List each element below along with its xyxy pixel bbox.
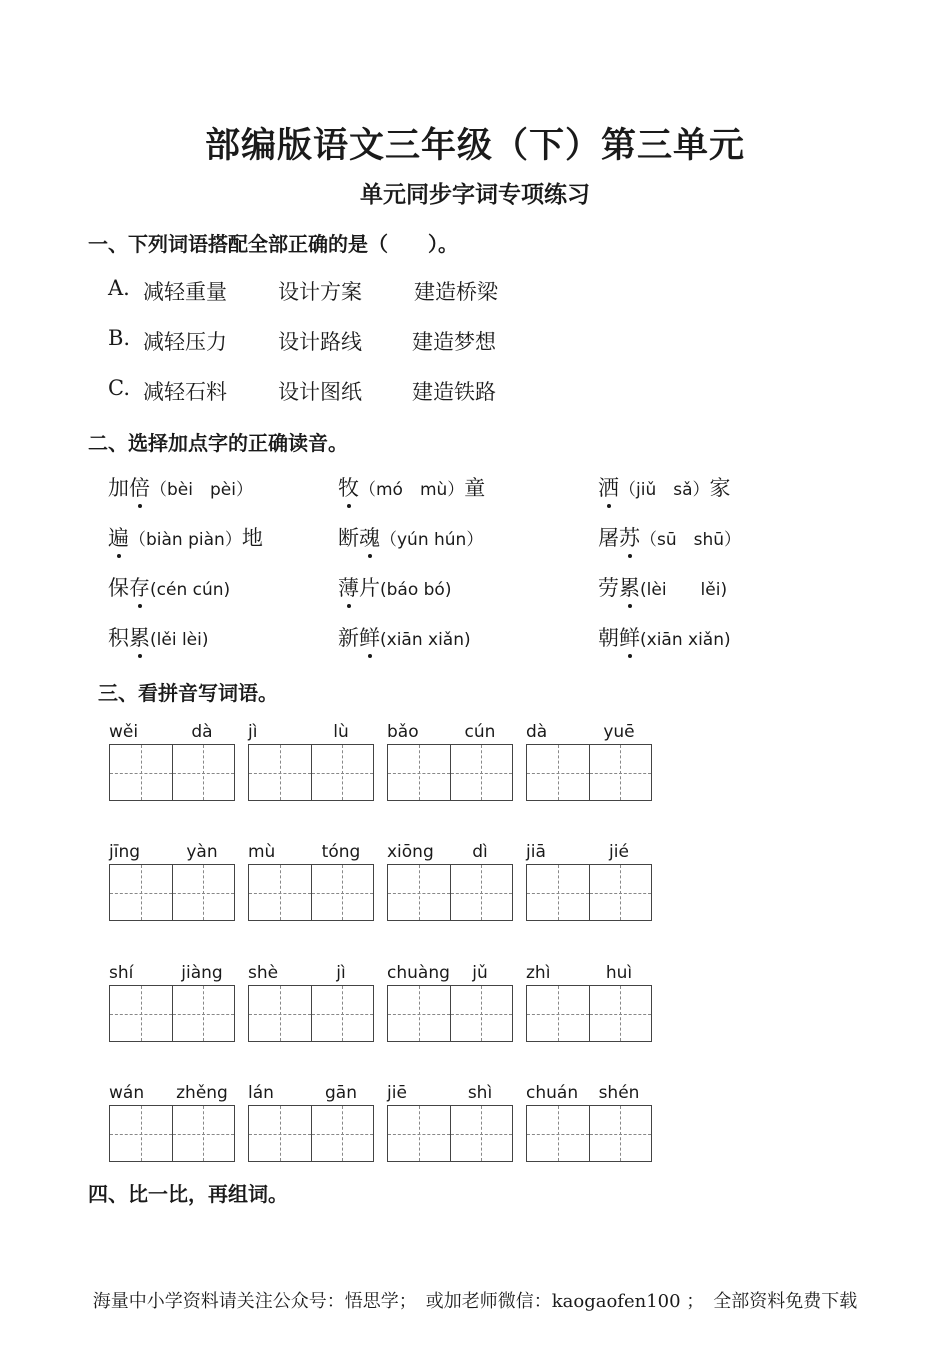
tian-grid-cell[interactable]: [589, 986, 652, 1041]
dotted-char: 遍: [108, 522, 129, 552]
tian-grid-cell[interactable]: [110, 865, 172, 920]
reading-char: 屠: [598, 526, 619, 550]
dotted-char: 累: [129, 622, 150, 652]
reading-item: [108, 572, 230, 602]
reading-char: 新: [338, 626, 359, 650]
tian-grid-cell[interactable]: [249, 745, 311, 800]
dotted-char: 魂: [359, 522, 380, 552]
syllable: shè: [248, 963, 279, 983]
word-pinyin: [387, 842, 513, 864]
option-phrase: 建造桥梁: [414, 280, 498, 304]
syllable: dà: [526, 722, 548, 742]
dotted-char: 鲜: [359, 622, 380, 652]
writing-grid[interactable]: [248, 744, 374, 801]
word-pinyin: [387, 1083, 513, 1105]
reading-item: [108, 622, 208, 652]
reading-char: 家: [709, 476, 731, 500]
pinyin-options: （sū shū）: [640, 530, 742, 550]
writing-grid[interactable]: [526, 864, 652, 921]
reading-char: 保: [108, 576, 129, 600]
tian-grid-cell[interactable]: [589, 1106, 652, 1161]
pinyin-options: （yún hún）: [380, 530, 484, 550]
syllable: jì: [248, 722, 258, 742]
syllable: cún: [464, 722, 496, 742]
syllable: chuán: [526, 1083, 579, 1103]
writing-grid[interactable]: [526, 985, 652, 1042]
pinyin-word-box: [526, 1083, 652, 1161]
pinyin-word-box: [109, 722, 235, 800]
option-phrase: 减轻石料: [143, 380, 227, 404]
tian-grid-cell[interactable]: [527, 986, 589, 1041]
pinyin-word-box: [248, 963, 374, 1041]
pinyin-options: （jiǔ sǎ）: [619, 480, 710, 500]
pinyin-options: (xiān xiǎn): [380, 630, 471, 650]
syllable: jǔ: [472, 963, 488, 983]
writing-grid[interactable]: [109, 1105, 235, 1162]
section2-title: 二、选择加点字的正确读音。: [88, 431, 348, 455]
writing-grid[interactable]: [387, 1105, 513, 1162]
syllable: jì: [336, 963, 346, 983]
dotted-char: 累: [619, 572, 640, 602]
word-pinyin: [248, 1083, 374, 1105]
word-pinyin: [248, 842, 374, 864]
reading-char: 加: [108, 476, 129, 500]
reading-item: [338, 572, 451, 602]
pinyin-word-box: [387, 963, 513, 1041]
section3-title: 三、看拼音写词语。: [98, 681, 278, 705]
option-phrase: 减轻重量: [143, 280, 227, 304]
option-phrase: 建造铁路: [412, 380, 496, 404]
word-pinyin: [109, 1083, 235, 1105]
syllable: xiōng: [387, 842, 434, 862]
reading-item: [338, 472, 485, 502]
tian-grid-cell[interactable]: [249, 865, 311, 920]
tian-grid-cell[interactable]: [450, 745, 513, 800]
pinyin-word-box: [109, 963, 235, 1041]
syllable: chuàng: [387, 963, 450, 983]
tian-grid-cell[interactable]: [311, 865, 374, 920]
tian-grid-cell[interactable]: [249, 986, 311, 1041]
syllable: zhěng: [176, 1083, 228, 1103]
writing-grid[interactable]: [248, 1105, 374, 1162]
word-pinyin: [109, 842, 235, 864]
pinyin-word-box: [109, 1083, 235, 1161]
syllable: lù: [333, 722, 349, 742]
pinyin-options: （biàn piàn）: [129, 530, 242, 550]
tian-grid-cell[interactable]: [172, 865, 235, 920]
reading-item: [338, 622, 471, 652]
word-pinyin: [526, 1083, 652, 1105]
pinyin-options: （mó mù）: [359, 480, 465, 500]
syllable: bǎo: [387, 722, 419, 742]
reading-item: [108, 522, 263, 552]
tian-grid-cell[interactable]: [450, 986, 513, 1041]
pinyin-options: (báo bó): [380, 580, 452, 600]
option-phrase: 设计路线: [278, 330, 362, 354]
tian-grid-cell[interactable]: [527, 1106, 589, 1161]
page-subtitle: 单元同步字词专项练习: [360, 181, 590, 208]
syllable: shì: [467, 1083, 493, 1103]
pinyin-options: (lèi lěi): [640, 580, 728, 600]
pinyin-word-box: [526, 842, 652, 920]
tian-grid-cell[interactable]: [311, 986, 374, 1041]
syllable: yuē: [603, 722, 635, 742]
word-pinyin: [109, 722, 235, 744]
word-pinyin: [248, 722, 374, 744]
syllable: shí: [109, 963, 134, 983]
dotted-char: 薄: [338, 572, 359, 602]
writing-grid[interactable]: [387, 985, 513, 1042]
syllable: lán: [248, 1083, 274, 1103]
word-pinyin: [109, 963, 235, 985]
pinyin-options: （bèi pèi）: [150, 480, 253, 500]
option-letter: A.: [108, 276, 130, 300]
reading-char: 地: [241, 526, 263, 550]
syllable: jiē: [387, 1083, 407, 1103]
syllable: wěi: [109, 722, 139, 742]
option-letter: B.: [108, 326, 131, 350]
tian-grid-cell[interactable]: [311, 745, 374, 800]
writing-grid[interactable]: [387, 864, 513, 921]
reading-item: [598, 572, 727, 602]
pinyin-word-box: [387, 1083, 513, 1161]
tian-grid-cell[interactable]: [388, 865, 450, 920]
pinyin-word-box: [526, 722, 652, 800]
syllable: yàn: [186, 842, 218, 862]
word-pinyin: [526, 842, 652, 864]
writing-grid[interactable]: [526, 744, 652, 801]
tian-grid-cell[interactable]: [527, 745, 589, 800]
pinyin-word-box: [387, 842, 513, 920]
tian-grid-cell[interactable]: [388, 1106, 450, 1161]
pinyin-word-box: [109, 842, 235, 920]
word-pinyin: [387, 963, 513, 985]
reading-char: 积: [108, 626, 129, 650]
syllable: dà: [191, 722, 213, 742]
writing-grid[interactable]: [387, 744, 513, 801]
option-letter: C.: [108, 376, 130, 400]
tian-grid-cell[interactable]: [589, 745, 652, 800]
reading-item: [108, 472, 253, 502]
syllable: mù: [248, 842, 276, 862]
dotted-char: 鲜: [619, 622, 640, 652]
syllable: wán: [109, 1083, 145, 1103]
section4-title: 四、比一比，再组词。: [88, 1182, 288, 1206]
reading-char: 片: [359, 576, 380, 600]
pinyin-options: (cén cún): [150, 580, 231, 600]
writing-grid[interactable]: [109, 864, 235, 921]
reading-item: [598, 522, 741, 552]
footer-notice: 海量中小学资料请关注公众号：悟思学； 或加老师微信：kaogaofen100 ； 全部资料免费下载: [92, 1291, 858, 1312]
tian-grid-cell[interactable]: [388, 745, 450, 800]
tian-grid-cell[interactable]: [388, 986, 450, 1041]
word-pinyin: [387, 722, 513, 744]
writing-grid[interactable]: [109, 985, 235, 1042]
tian-grid-cell[interactable]: [249, 1106, 311, 1161]
tian-grid-cell[interactable]: [172, 1106, 235, 1161]
tian-grid-cell[interactable]: [172, 986, 235, 1041]
writing-grid[interactable]: [248, 985, 374, 1042]
option-phrase: 设计方案: [278, 280, 362, 304]
word-pinyin: [248, 963, 374, 985]
pinyin-word-box: [387, 722, 513, 800]
tian-grid-cell[interactable]: [311, 1106, 374, 1161]
writing-grid[interactable]: [109, 744, 235, 801]
dotted-char: 倍: [129, 472, 150, 502]
tian-grid-cell[interactable]: [172, 745, 235, 800]
option-phrase: 减轻压力: [143, 330, 227, 354]
syllable: tóng: [321, 842, 361, 862]
syllable: dì: [472, 842, 488, 862]
reading-char: 童: [464, 476, 486, 500]
writing-grid[interactable]: [526, 1105, 652, 1162]
writing-grid[interactable]: [248, 864, 374, 921]
syllable: jié: [609, 842, 629, 862]
reading-char: 断: [338, 526, 359, 550]
syllable: jiā: [526, 842, 546, 862]
reading-item: [338, 522, 483, 552]
pinyin-word-box: [248, 722, 374, 800]
syllable: gān: [325, 1083, 357, 1103]
pinyin-word-box: [526, 963, 652, 1041]
dotted-char: 牧: [338, 472, 359, 502]
tian-grid-cell[interactable]: [450, 1106, 513, 1161]
reading-char: 劳: [598, 576, 619, 600]
option-phrase: 设计图纸: [278, 380, 362, 404]
reading-char: 朝: [598, 626, 619, 650]
pinyin-word-box: [248, 1083, 374, 1161]
pinyin-options: (lěi lèi): [150, 630, 209, 650]
word-pinyin: [526, 963, 652, 985]
syllable: jīng: [109, 842, 141, 862]
syllable: huì: [605, 963, 633, 983]
reading-item: [598, 622, 731, 652]
reading-item: [598, 472, 731, 502]
tian-grid-cell[interactable]: [110, 745, 172, 800]
section1-title: 一、下列词语搭配全部正确的是（ ）。: [88, 232, 458, 256]
word-pinyin: [526, 722, 652, 744]
dotted-char: 洒: [598, 472, 619, 502]
pinyin-word-box: [248, 842, 374, 920]
tian-grid-cell[interactable]: [527, 865, 589, 920]
option-phrase: 建造梦想: [412, 330, 496, 354]
pinyin-options: (xiān xiǎn): [640, 630, 731, 650]
page-title: 部编版语文三年级（下）第三单元: [204, 125, 745, 166]
tian-grid-cell[interactable]: [110, 1106, 172, 1161]
tian-grid-cell[interactable]: [110, 986, 172, 1041]
dotted-char: 存: [129, 572, 150, 602]
dotted-char: 苏: [619, 522, 640, 552]
syllable: shén: [598, 1083, 640, 1103]
syllable: jiàng: [181, 963, 223, 983]
syllable: zhì: [526, 963, 551, 983]
tian-grid-cell[interactable]: [450, 865, 513, 920]
tian-grid-cell[interactable]: [589, 865, 652, 920]
